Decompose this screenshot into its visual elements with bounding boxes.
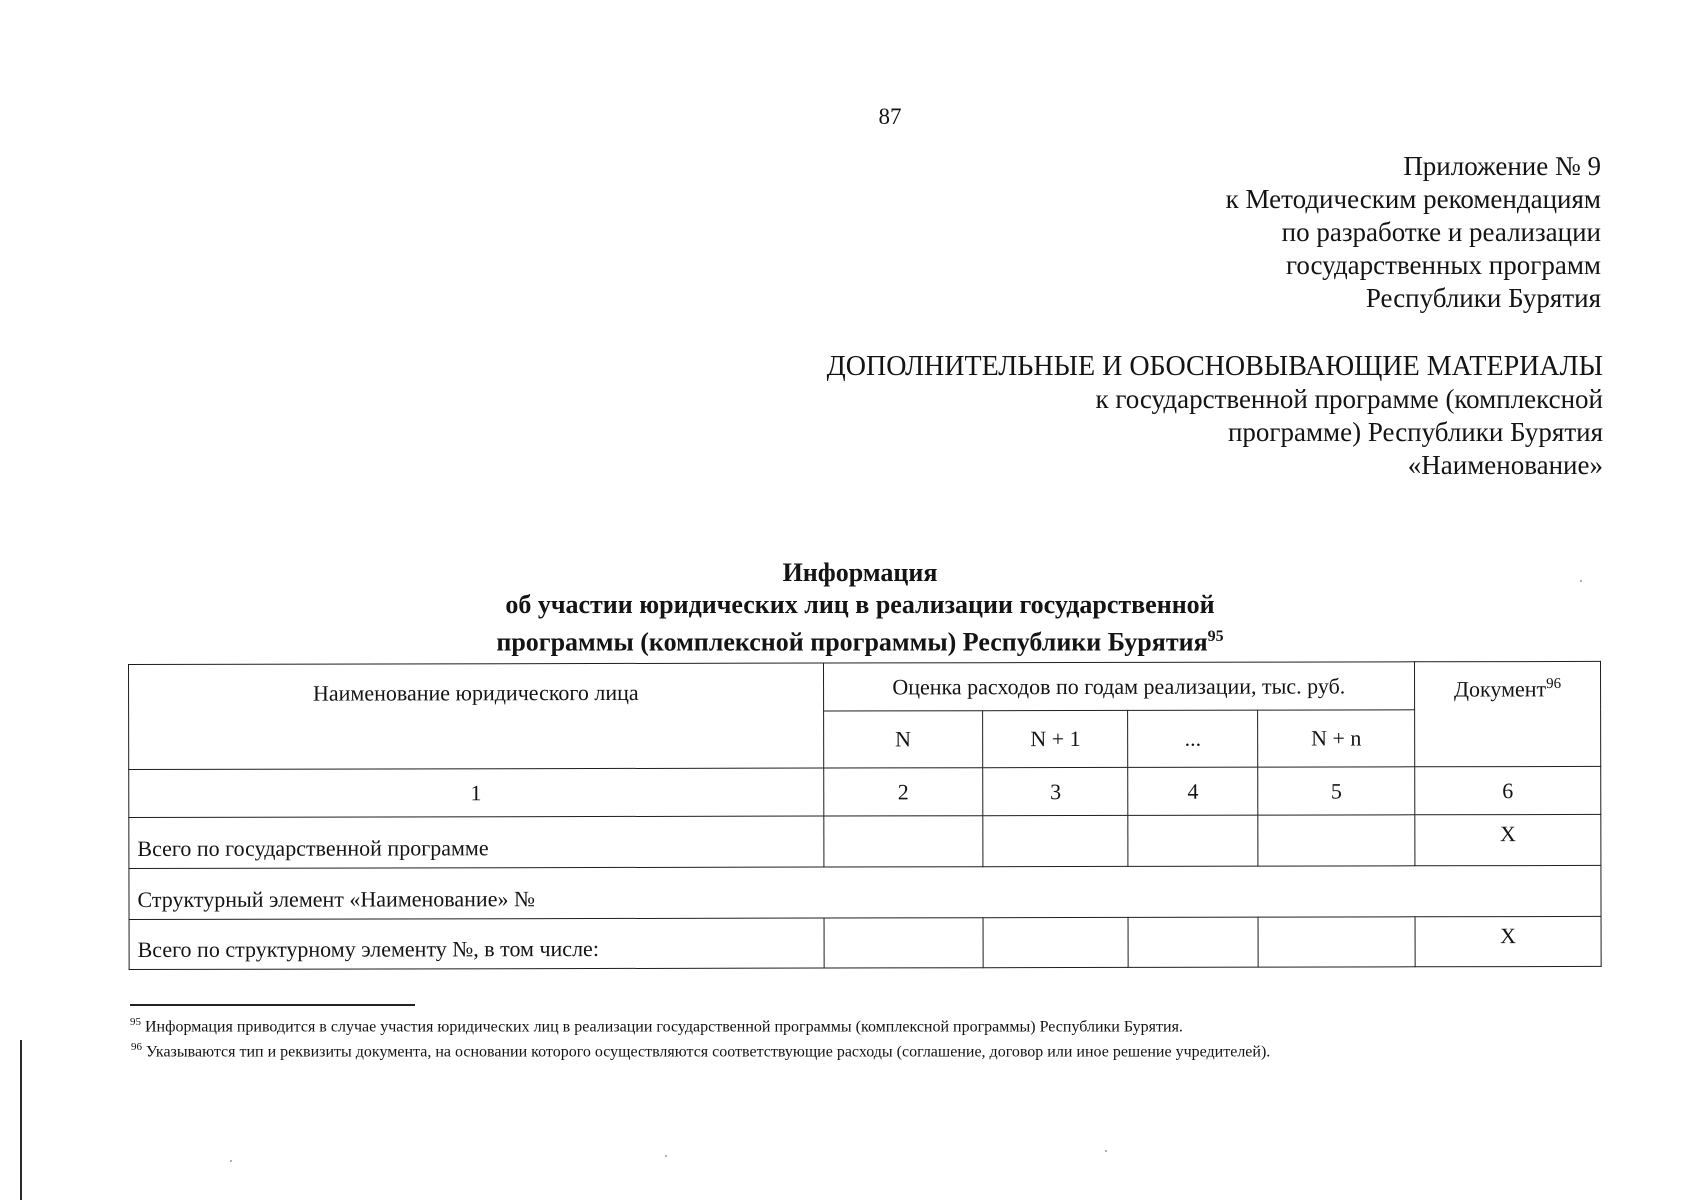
header-year: ... <box>1128 710 1258 767</box>
appendix-line: Республики Бурятия <box>1365 283 1601 313</box>
info-title-line <box>400 621 1320 659</box>
footnote-ref: 95 <box>1207 628 1224 645</box>
column-number: 6 <box>1415 766 1601 814</box>
footnote-number: 95 <box>130 1016 141 1028</box>
header-document-label: Документ <box>1453 676 1547 702</box>
table-cell <box>1258 815 1415 866</box>
table-cell <box>1258 917 1415 967</box>
info-title-line: об участии юридических лиц в реализации государственной <box>505 590 1215 619</box>
x-mark: X <box>1415 916 1601 966</box>
footnote-ref: 96 <box>1546 675 1562 693</box>
appendix-line: к Методическим рекомендациям <box>1225 184 1601 214</box>
scan-speck <box>1580 580 1582 582</box>
column-numbers-row <box>129 766 1601 817</box>
footnote <box>130 1012 1270 1037</box>
legal-entities-table <box>128 661 1602 970</box>
column-number: 2 <box>823 768 983 816</box>
footnote-separator <box>130 1004 415 1006</box>
materials-block <box>827 350 1603 482</box>
row-label: Всего по структурному элементу №, в том числе: <box>129 918 824 969</box>
header-document <box>1415 661 1601 766</box>
scan-speck <box>665 1155 667 1157</box>
header-legal-entity-name: Наименование юридического лица <box>129 663 824 769</box>
table-header-row <box>129 661 1601 712</box>
page-number: 87 <box>878 104 902 129</box>
footnotes <box>130 1012 1270 1063</box>
column-number: 5 <box>1258 767 1415 815</box>
table-cell <box>983 815 1128 866</box>
column-number: 1 <box>129 768 824 817</box>
header-year: N + 1 <box>983 710 1128 767</box>
header-cost-estimate: Оценка расходов по годам реализации, тыс. руб. <box>823 662 1415 711</box>
info-title-text: программы (комплексной программы) Республики Бурятия <box>496 627 1208 657</box>
materials-line: к государственной программе (комплексной <box>1095 384 1603 414</box>
materials-heading: ДОПОЛНИТЕЛЬНЫЕ И ОБОСНОВЫВАЮЩИЕ МАТЕРИАЛЫ <box>826 351 1603 382</box>
info-title-line: Информация <box>782 558 938 587</box>
column-number: 3 <box>983 767 1128 815</box>
footnote-text: Указываются тип и реквизиты документа, на основании которого осуществляются соответствующие расходы (соглашение, договор или иное решение учредителей). <box>146 1043 1271 1061</box>
row-label: Структурный элемент «Наименование» № <box>129 865 1601 919</box>
appendix-block <box>1226 150 1601 315</box>
appendix-line: государственных программ <box>1285 250 1601 280</box>
table-row <box>129 814 1601 868</box>
scan-speck <box>230 1160 232 1162</box>
x-mark: X <box>1415 814 1601 865</box>
footnote <box>130 1037 1270 1062</box>
table-row <box>129 916 1601 969</box>
materials-line: программе) Республики Бурятия <box>1227 417 1603 447</box>
table-row <box>129 865 1601 919</box>
appendix-line: по разработке и реализации <box>1281 217 1601 247</box>
appendix-line: Приложение № 9 <box>1403 151 1601 181</box>
footnote-text: Информация приводится в случае участия юридических лиц в реализации государственной программы (комплексной программы) Республики Бурятия. <box>145 1018 1183 1036</box>
table-cell <box>823 816 983 867</box>
table-cell <box>1128 815 1258 866</box>
column-number: 4 <box>1128 767 1258 815</box>
scan-speck <box>1105 1150 1107 1152</box>
info-title <box>400 557 1320 659</box>
header-year: N <box>823 711 983 768</box>
table-cell <box>983 917 1128 967</box>
table-cell <box>1128 917 1258 967</box>
materials-line: «Наименование» <box>1407 450 1603 480</box>
header-year: N + n <box>1258 710 1415 767</box>
scan-edge-mark <box>20 1040 22 1200</box>
footnote-number: 96 <box>131 1041 142 1054</box>
table-cell <box>824 918 984 968</box>
row-label: Всего по государственной программе <box>129 816 824 868</box>
